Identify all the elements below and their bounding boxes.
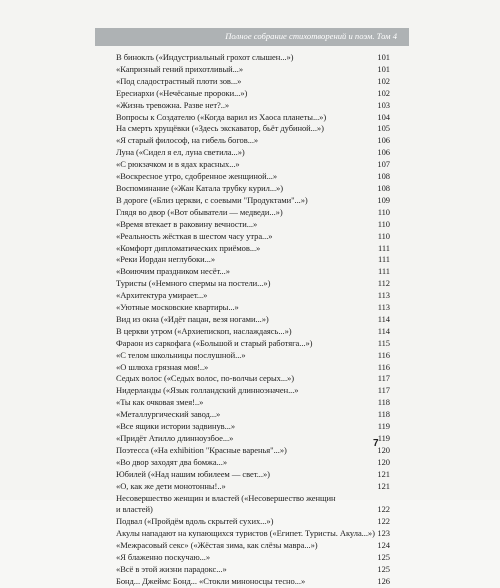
toc-entry-page: 117: [377, 385, 390, 396]
toc-entry: [116, 373, 390, 385]
toc-entry-page: 125: [377, 552, 390, 563]
toc-entry-title: «Время втекает в раковину вечности...»: [116, 218, 258, 229]
toc-entry: [116, 159, 390, 171]
toc-entry: [116, 576, 390, 588]
toc-entry-page: 121: [377, 480, 390, 491]
toc-entry-page: 112: [377, 278, 390, 289]
toc-entry: [116, 243, 390, 255]
toc-entry-title: и властей): [116, 504, 153, 515]
toc-entry: [116, 433, 390, 445]
toc-entry: [116, 409, 390, 421]
running-head-bar: [95, 28, 409, 46]
toc-entry: [116, 421, 390, 433]
toc-entry-title: «Уютные московские квартиры...»: [116, 302, 239, 313]
toc-entry-page: 101: [377, 52, 390, 62]
toc-entry-title: «Комфорт дипломатических приёмов...»: [116, 242, 261, 253]
toc-entry-page: 111: [378, 266, 390, 277]
toc-entry-title: «Металлургический завод...»: [116, 409, 221, 420]
toc-entry-page: 108: [377, 182, 390, 193]
toc-entry-title: Несовершество женщин и властей («Несовершество женщин: [116, 492, 336, 503]
toc-entry-title: В церкви утром («Архиепископ, наслаждаясь...»): [116, 325, 292, 336]
toc-entry: [116, 385, 390, 397]
toc-entry: [116, 314, 390, 326]
toc-entry-page: 120: [377, 456, 390, 467]
toc-entry: [116, 88, 390, 100]
toc-entry-title: Фараон из саркофага («Большой и старый работяга...»): [116, 337, 313, 348]
toc-entry-title: Ересиархи («Нечёсаные пророки...»): [116, 87, 248, 98]
toc-entry-title: «О шлюха грязная моя!..»: [116, 361, 209, 372]
toc-entry: [116, 350, 390, 362]
toc-entry-page: 120: [377, 444, 390, 455]
toc-entry-page: 106: [377, 147, 390, 158]
toc-entry-title: «С телом школьницы послушной...»: [116, 349, 246, 360]
running-head: Полное собрание стихотворений и поэм. Том 4: [225, 31, 397, 41]
toc-entry: [116, 504, 390, 516]
toc-entry: [116, 278, 390, 290]
toc-entry-page: 114: [377, 325, 390, 336]
toc-entry: [116, 362, 390, 374]
toc-entry-title: Туристы («Немного спермы на постели...»): [116, 278, 271, 289]
toc-entry-title: Воспоминание («Жан Катала трубку курил...»): [116, 182, 284, 193]
page-number: 7: [373, 438, 379, 449]
toc-entry-page: 113: [377, 290, 390, 301]
toc-entry-title: Вид из окна («Идёт пацан, везя ногами...»): [116, 313, 269, 324]
toc-entry: [116, 112, 390, 124]
toc-entry-title: «Всё в этой жизни парадокс...»: [116, 563, 227, 574]
toc-entry: [116, 100, 390, 112]
toc-entry-page: 109: [377, 194, 390, 205]
toc-entry: [116, 207, 390, 219]
toc-entry-page: 110: [377, 206, 390, 217]
toc-entry: [116, 195, 390, 207]
toc-entry-title: «Ты как очковая змея!..»: [116, 397, 204, 408]
toc-entry-title: «О, как же дети монотонны!..»: [116, 480, 226, 491]
toc-entry: [116, 338, 390, 350]
toc-entry: [116, 302, 390, 314]
toc-entry-title: «С рюкзачком и в ядах красных...»: [116, 159, 240, 170]
toc-entry: [116, 254, 390, 266]
toc-entry: [116, 457, 390, 469]
toc-entry-page: 122: [377, 504, 390, 515]
toc-entry-page: 126: [377, 575, 390, 586]
toc-entry-page: 111: [378, 242, 390, 253]
toc-entry-title: В биноклъ («Индустриальный грохот слышен...»): [116, 52, 294, 62]
toc-entry-page: 108: [377, 171, 390, 182]
toc-entry-title: Вопросы к Создателю («Когда варил из Хаоса планеты...»): [116, 111, 327, 122]
toc-entry-page: 116: [377, 349, 390, 360]
toc-entry-title: «Воскресное утро, сдобренное женщиной...»: [116, 171, 278, 182]
toc-entry-page: 110: [377, 230, 390, 241]
toc-entry-page: 111: [378, 254, 390, 265]
toc-entry: [116, 52, 390, 64]
toc-entry-title: В дороге («Близ церкви, с соевыми "Продуктами"...»): [116, 194, 308, 205]
toc-entry-page: 104: [377, 111, 390, 122]
toc-entry-page: 117: [377, 373, 390, 384]
toc-entry-title: Подвал («Пройдём вдоль скрытей сухих...»): [116, 516, 274, 527]
toc-entry-title: «Воиючим праздником несёт...»: [116, 266, 230, 277]
toc-entry-title: Бонд... Джеймс Бонд... «Стокли миноносцы тесно...»: [116, 575, 306, 586]
toc-entry: [116, 528, 390, 540]
toc-entry-page: 121: [377, 468, 390, 479]
toc-entry-page: 118: [377, 397, 390, 408]
toc-entry: [116, 326, 390, 338]
toc-entry-page: 110: [377, 218, 390, 229]
toc-entry: [116, 183, 390, 195]
toc-entry: [116, 266, 390, 278]
toc-entry-page: 114: [377, 313, 390, 324]
toc-entry: [116, 231, 390, 243]
toc-entry: [116, 135, 390, 147]
toc-entry-page: 125: [377, 563, 390, 574]
toc-entry-title: «Капризный гений прихотливый...»: [116, 63, 244, 74]
toc-entry: [116, 493, 390, 505]
toc-entry-page: 107: [377, 159, 390, 170]
toc-entry-page: 122: [377, 516, 390, 527]
toc-entry: [116, 219, 390, 231]
toc-entry: [116, 540, 390, 552]
toc-entry-title: «Архитектура умирает...»: [116, 290, 208, 301]
toc-entry-title: «Межрасовый секс» («Жёстая зима, как слёзы мавра...»): [116, 540, 318, 551]
toc-entry-page: 116: [377, 361, 390, 372]
toc-entry-title: «Реальность жёсткая в шестом часу утра...»: [116, 230, 273, 241]
toc-entry-title: «Под сладострастный плоти зов...»: [116, 75, 242, 86]
toc-entry-title: Нидерланды («Язык голландский длинноэначен...»: [116, 385, 299, 396]
table-of-contents: [116, 52, 390, 588]
toc-entry-page: 118: [377, 409, 390, 420]
toc-entry: [116, 123, 390, 135]
toc-entry-page: 102: [377, 75, 390, 86]
toc-entry-title: «Реки Иордан неглубоки...»: [116, 254, 216, 265]
toc-entry-page: 119: [377, 421, 390, 432]
toc-entry-page: 124: [377, 540, 390, 551]
toc-entry-page: 101: [377, 63, 390, 74]
toc-entry: [116, 76, 390, 88]
toc-entry-title: «Во двор заходят два бомжа...»: [116, 456, 228, 467]
toc-entry: [116, 290, 390, 302]
toc-entry-title: «Придёт Атилло длинноузбое...»: [116, 433, 234, 443]
toc-entry-title: «Я старый философ, на гибель богов...»: [116, 135, 259, 146]
toc-entry: [116, 147, 390, 159]
toc-entry-title: Глядя во двор («Вот обыватели — медведи...»): [116, 206, 283, 217]
toc-entry: [116, 564, 390, 576]
toc-entry-title: «Все ящики истории задвинув...»: [116, 421, 236, 432]
toc-entry-page: 102: [377, 87, 390, 98]
toc-entry: [116, 481, 390, 493]
toc-entry-page: 106: [377, 135, 390, 146]
toc-entry-page: 123: [377, 528, 390, 539]
toc-entry: [116, 171, 390, 183]
toc-entry: [116, 397, 390, 409]
toc-entry-title: Луна («Сидел я ел, луна светила...»): [116, 147, 245, 158]
toc-entry: [116, 445, 390, 457]
toc-entry-page: 115: [377, 337, 390, 348]
toc-entry-page: 113: [377, 302, 390, 313]
toc-entry: [116, 516, 390, 528]
toc-entry-title: Поэтесса («На exhibition "Красные варенья"...»): [116, 444, 287, 455]
toc-entry-title: Юбилей («Над нашим юбилеем — свет...»): [116, 468, 270, 479]
toc-entry-title: «Я блаженно поскучаю...»: [116, 552, 211, 563]
toc-entry: [116, 552, 390, 564]
toc-entry-title: Седых волос («Седых волос, по-волчьи серых...»): [116, 373, 295, 384]
toc-entry: [116, 64, 390, 76]
toc-entry-title: «Жизнь тревожна. Разве нет?..»: [116, 99, 230, 110]
toc-entry: [116, 469, 390, 481]
toc-entry-page: 103: [377, 99, 390, 110]
toc-entry-page: 105: [377, 123, 390, 134]
toc-entry-title: Акулы нападают на купающихся туристов («Египет. Туристы. Акула...»): [116, 528, 375, 539]
toc-entry-title: На смерть хрущёвки («Здесь экскаватор, бьёт дубиной...»): [116, 123, 324, 134]
toc-entry-page: 119: [377, 433, 390, 443]
